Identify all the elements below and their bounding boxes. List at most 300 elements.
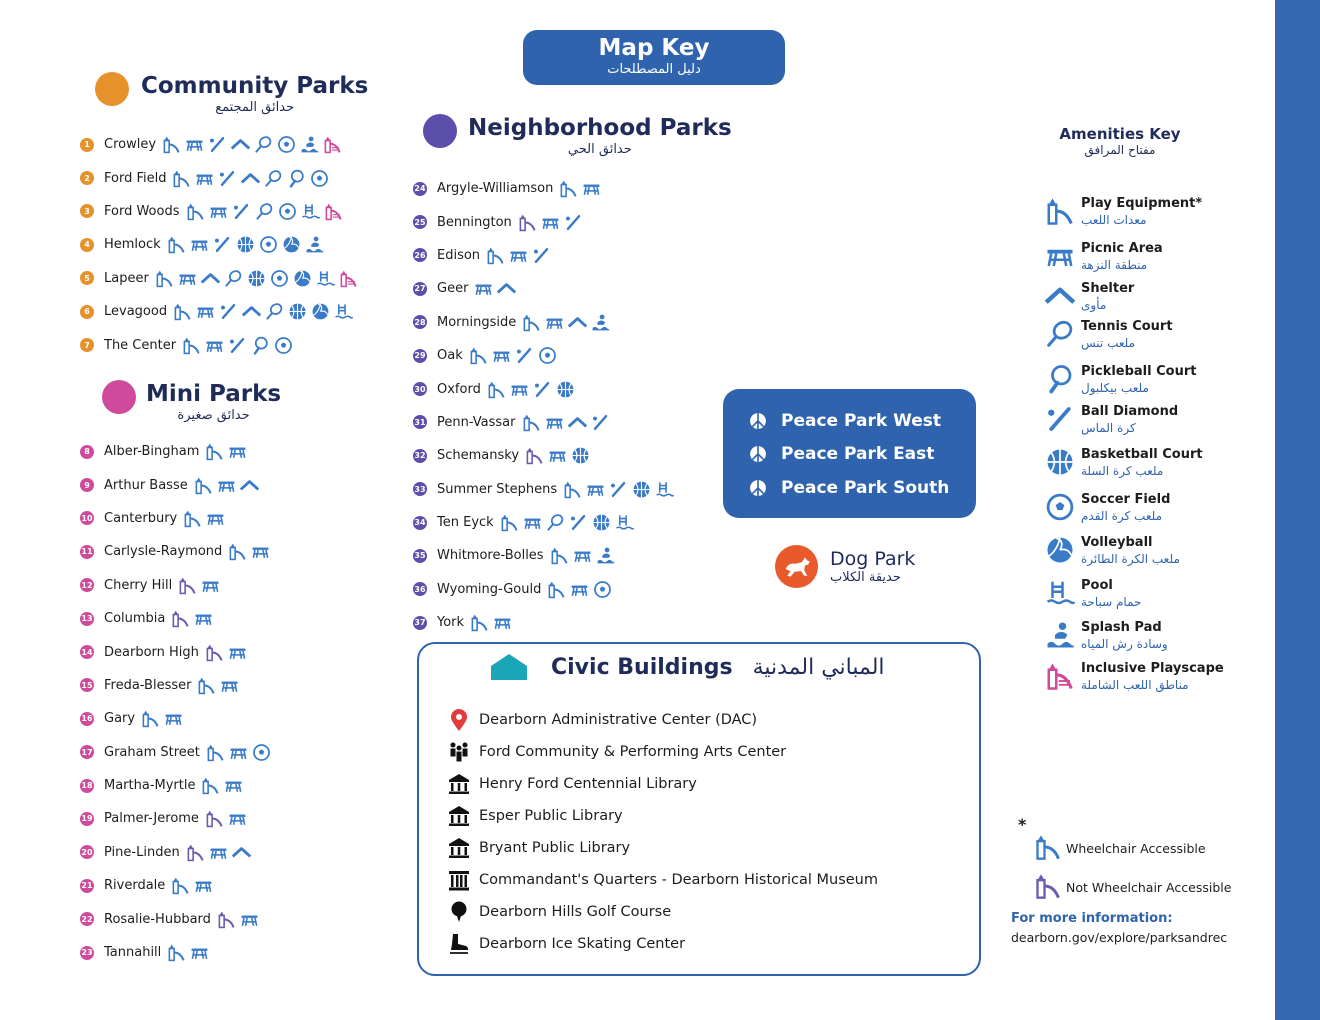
play-equipment-icon [469, 346, 488, 365]
play-equipment-icon [470, 613, 489, 632]
pickleball-court-icon [251, 336, 270, 355]
park-name: Columbia [104, 611, 166, 627]
splash-pad-icon [305, 235, 324, 254]
community-title-ar: حدائق المجتمع [215, 100, 295, 115]
park-amenity-icons [486, 246, 551, 265]
amenity-label-ar: ملعب كرة السلة [1081, 464, 1164, 478]
picnic-area-icon [541, 213, 560, 232]
park-row [80, 635, 271, 668]
soccer-field-icon [538, 346, 557, 365]
amenity-label-ar: مناطق اللعب الشاملة [1081, 678, 1189, 692]
community-arts-icon [447, 740, 479, 764]
park-name: Freda-Blesser [104, 677, 192, 693]
picnic-area-icon [582, 179, 601, 198]
ball-diamond-icon [208, 135, 227, 154]
basketball-court-icon [236, 235, 255, 254]
picnic-area-icon [220, 676, 239, 695]
play-equipment-icon [522, 413, 541, 432]
ball-diamond-icon [533, 380, 552, 399]
shelter-icon [232, 843, 251, 862]
play-equipment-icon [522, 313, 541, 332]
park-name: Ten Eyck [437, 515, 494, 531]
soccer-field-icon [274, 336, 293, 355]
park-name: Summer Stephens [437, 481, 558, 497]
picnic-area-icon [228, 643, 247, 662]
amenity-label: Tennis Court [1081, 319, 1173, 334]
picnic-area-icon [510, 380, 529, 399]
peace-park-row [723, 438, 976, 472]
accessibility-legend [1018, 815, 1232, 904]
amenity-label-ar: ملعب كرة القدم [1081, 509, 1163, 523]
ball-diamond-icon [219, 302, 238, 321]
amenity-label-ar: ملعب بيكلبول [1081, 381, 1149, 395]
civic-building-name: Esper Public Library [479, 808, 623, 824]
park-name: Whitmore-Bolles [437, 548, 544, 564]
park-name: Hemlock [104, 237, 161, 253]
amenity-label: Picnic Area [1081, 241, 1163, 256]
park-number-badge: 26 [413, 248, 427, 262]
amenity-key-item [1045, 620, 1168, 652]
amenity-key-item [1045, 447, 1203, 479]
park-row [413, 473, 674, 506]
community-park-list [80, 128, 358, 362]
dog-icon [775, 545, 818, 588]
more-info [1011, 911, 1227, 945]
park-number-badge: 25 [413, 215, 427, 229]
park-row [80, 669, 271, 702]
amenity-label-ar: كرة الماس [1081, 421, 1136, 435]
play-equipment-not-accessible-icon [518, 213, 537, 232]
amenity-label: Volleyball [1081, 535, 1153, 550]
park-amenity-icons [217, 910, 259, 929]
picnic-area-icon [251, 542, 270, 561]
park-amenity-icons [186, 202, 343, 221]
mini-park-list [80, 435, 271, 969]
play-equipment-icon [1045, 196, 1075, 226]
amenity-label: Splash Pad [1081, 620, 1162, 635]
park-number-badge: 13 [80, 612, 94, 626]
inclusive-playscape-icon [339, 269, 358, 288]
civic-building-row [447, 896, 878, 928]
park-row [413, 239, 674, 272]
peace-park-row [723, 404, 976, 438]
neighborhood-park-list [413, 172, 674, 639]
golf-icon [447, 900, 479, 924]
park-name: Oxford [437, 381, 481, 397]
wheelchair-accessible-icon [1034, 832, 1062, 865]
community-title: Community Parks [141, 73, 369, 99]
park-number-badge: 19 [80, 812, 94, 826]
park-name: Martha-Myrtle [104, 778, 196, 794]
peace-symbol-icon [749, 412, 781, 430]
picnic-area-icon [164, 709, 183, 728]
ball-diamond-icon [569, 513, 588, 532]
park-name: Gary [104, 711, 136, 727]
ball-diamond-icon [213, 235, 232, 254]
park-name: Rosalie-Hubbard [104, 911, 211, 927]
picnic-area-icon [523, 513, 542, 532]
neighborhood-dot [423, 114, 457, 148]
picnic-area-icon [228, 809, 247, 828]
basketball-court-icon [288, 302, 307, 321]
park-number-badge: 9 [80, 478, 94, 492]
park-name: Levagood [104, 304, 168, 320]
picnic-area-icon [209, 843, 228, 862]
picnic-area-icon [205, 336, 224, 355]
amenity-label: Pickleball Court [1081, 364, 1197, 379]
play-equipment-not-accessible-icon [171, 609, 190, 628]
amenity-label-ar: منطقة النزهة [1081, 258, 1148, 272]
soccer-field-icon [593, 580, 612, 599]
amenity-key-item [1045, 578, 1141, 610]
legend-asterisk: * [1018, 815, 1027, 834]
park-name: Arthur Basse [104, 477, 188, 493]
shelter-icon [1045, 281, 1075, 311]
play-equipment-not-accessible-icon [178, 576, 197, 595]
pool-icon [301, 202, 320, 221]
soccer-field-icon [277, 135, 296, 154]
park-amenity-icons [178, 576, 220, 595]
amenities-title: Amenities Key [1059, 125, 1181, 143]
park-number-badge: 22 [80, 912, 94, 926]
civic-house-icon [489, 652, 529, 682]
play-equipment-icon [205, 442, 224, 461]
pool-icon [316, 269, 335, 288]
play-equipment-icon [171, 876, 190, 895]
park-name: Penn-Vassar [437, 414, 516, 430]
wheelchair-accessible-label: Wheelchair Accessible [1066, 841, 1206, 856]
park-name: Cherry Hill [104, 577, 173, 593]
park-number-badge: 29 [413, 349, 427, 363]
park-number-badge: 11 [80, 545, 94, 559]
park-number-badge: 17 [80, 745, 94, 759]
amenity-label: Play Equipment* [1081, 196, 1203, 211]
peace-park-row [723, 471, 976, 505]
civic-buildings-box [417, 642, 981, 976]
amenity-label-ar: حمام سباحة [1081, 595, 1142, 609]
shelter-icon [231, 135, 250, 154]
park-name: Alber-Bingham [104, 444, 200, 460]
civic-building-row [447, 928, 878, 960]
amenity-label: Ball Diamond [1081, 404, 1179, 419]
park-amenity-icons [155, 269, 358, 288]
peace-park-name: Peace Park East [781, 444, 935, 465]
inclusive-playscape-icon [1045, 661, 1075, 691]
civic-building-row [447, 736, 878, 768]
play-equipment-icon [486, 246, 505, 265]
park-amenity-icons [518, 213, 583, 232]
more-info-label: For more information: [1011, 911, 1173, 926]
park-row [413, 205, 674, 238]
civic-building-name: Bryant Public Library [479, 840, 631, 856]
park-row [80, 802, 271, 835]
park-number-badge: 10 [80, 511, 94, 525]
park-number-badge: 21 [80, 879, 94, 893]
play-equipment-icon [182, 336, 201, 355]
park-row [80, 902, 271, 935]
not-accessible-label: Not Wheelchair Accessible [1066, 880, 1232, 895]
amenity-key-item [1045, 319, 1173, 351]
amenity-key-item [1045, 404, 1178, 436]
soccer-field-icon [310, 169, 329, 188]
pool-icon [1045, 578, 1075, 608]
picnic-area-icon [492, 346, 511, 365]
park-row [80, 736, 271, 769]
park-amenity-icons [186, 843, 251, 862]
park-row [80, 295, 358, 328]
park-name: Schemansky [437, 448, 520, 464]
peace-park-name: Peace Park South [781, 477, 950, 498]
park-amenity-icons [162, 135, 342, 154]
picnic-area-icon [224, 776, 243, 795]
park-name: Dearborn High [104, 644, 199, 660]
picnic-area-icon [206, 509, 225, 528]
park-amenity-icons [522, 313, 610, 332]
pool-icon [334, 302, 353, 321]
amenity-label-ar: ملعب تنس [1081, 336, 1136, 350]
picnic-area-icon [545, 313, 564, 332]
park-row [80, 535, 271, 568]
museum-icon [447, 868, 479, 892]
more-info-url[interactable]: dearborn.gov/explore/parksandrec [1011, 930, 1228, 945]
park-row [413, 172, 674, 205]
park-name: Oak [437, 348, 463, 364]
park-name: Bennington [437, 214, 512, 230]
civic-building-list [447, 704, 878, 960]
picnic-area-icon [209, 202, 228, 221]
park-number-badge: 5 [80, 271, 94, 285]
park-row [80, 869, 271, 902]
park-row [80, 836, 271, 869]
park-amenity-icons [474, 279, 516, 298]
park-row [80, 602, 271, 635]
amenity-label-ar: مأوى [1081, 298, 1107, 312]
library-icon [447, 772, 479, 796]
civic-building-name: Dearborn Hills Golf Course [479, 904, 672, 920]
play-equipment-icon [167, 943, 186, 962]
play-equipment-icon [155, 269, 174, 288]
shelter-icon [568, 313, 587, 332]
volleyball-icon [282, 235, 301, 254]
splash-pad-icon [1045, 620, 1075, 650]
civic-building-name: Dearborn Ice Skating Center [479, 936, 686, 952]
park-amenity-icons [470, 613, 512, 632]
park-number-badge: 27 [413, 282, 427, 296]
park-row [80, 195, 358, 228]
park-number-badge: 8 [80, 445, 94, 459]
library-icon [447, 836, 479, 860]
park-amenity-icons [141, 709, 183, 728]
mini-title: Mini Parks [146, 381, 282, 407]
volleyball-icon [311, 302, 330, 321]
park-amenity-icons [563, 480, 674, 499]
park-row [413, 539, 674, 572]
picnic-area-icon [1045, 241, 1075, 271]
park-name: Carlysle-Raymond [104, 544, 223, 560]
peace-parks-box [723, 389, 976, 518]
tennis-court-icon [265, 302, 284, 321]
park-row [413, 372, 674, 405]
ball-diamond-icon [609, 480, 628, 499]
park-amenity-icons [522, 413, 610, 432]
picnic-area-icon [190, 943, 209, 962]
park-row [80, 161, 358, 194]
park-number-badge: 18 [80, 779, 94, 793]
shelter-icon [201, 269, 220, 288]
park-number-badge: 1 [80, 138, 94, 152]
amenity-key-item [1045, 196, 1202, 228]
basketball-court-icon [1045, 447, 1075, 477]
park-name: Lapeer [104, 270, 149, 286]
volleyball-icon [293, 269, 312, 288]
park-amenity-icons [182, 336, 293, 355]
picnic-area-icon [194, 876, 213, 895]
civic-building-row [447, 832, 878, 864]
amenity-label: Pool [1081, 578, 1113, 593]
park-name: Riverdale [104, 878, 166, 894]
park-number-badge: 12 [80, 578, 94, 592]
picnic-area-icon [194, 609, 213, 628]
civic-building-name: Commandant's Quarters - Dearborn Historical Museum [479, 872, 878, 888]
splash-pad-icon [596, 546, 615, 565]
park-name: Argyle-Williamson [437, 181, 554, 197]
basketball-court-icon [571, 446, 590, 465]
park-name: Tannahill [104, 945, 162, 961]
map-key-title: Map Key [598, 35, 710, 61]
park-row [413, 306, 674, 339]
tennis-court-icon [255, 202, 274, 221]
ice-skate-icon [447, 932, 479, 956]
park-amenity-icons [171, 609, 213, 628]
picnic-area-icon [573, 546, 592, 565]
park-amenity-icons [194, 476, 259, 495]
picnic-area-icon [178, 269, 197, 288]
soccer-field-icon [270, 269, 289, 288]
play-equipment-icon [194, 476, 213, 495]
civic-title: Civic Buildings [551, 654, 733, 680]
neighborhood-title: Neighborhood Parks [468, 115, 732, 141]
park-number-badge: 20 [80, 845, 94, 859]
neighborhood-title-ar: حدائق الحي [567, 142, 632, 157]
play-equipment-icon [141, 709, 160, 728]
park-amenity-icons [500, 513, 634, 532]
amenity-label: Basketball Court [1081, 447, 1203, 462]
park-amenity-icons [173, 302, 353, 321]
amenities-header [1040, 125, 1200, 157]
park-amenity-icons [206, 743, 271, 762]
tennis-court-icon [254, 135, 273, 154]
park-name: Ford Field [104, 170, 167, 186]
map-key-subtitle: دليل المصطلحات [607, 62, 701, 77]
splash-pad-icon [591, 313, 610, 332]
amenity-label: Inclusive Playscape [1081, 661, 1224, 676]
park-amenity-icons [167, 943, 209, 962]
picnic-area-icon [229, 743, 248, 762]
volleyball-icon [1045, 535, 1075, 565]
ball-diamond-icon [228, 336, 247, 355]
park-row [413, 506, 674, 539]
park-number-badge: 7 [80, 338, 94, 352]
park-number-badge: 33 [413, 482, 427, 496]
park-amenity-icons [183, 509, 225, 528]
picnic-area-icon [509, 246, 528, 265]
play-equipment-not-accessible-icon [217, 910, 236, 929]
park-number-badge: 36 [413, 582, 427, 596]
play-equipment-icon [197, 676, 216, 695]
peace-park-name: Peace Park West [781, 410, 941, 431]
park-name: York [437, 615, 465, 631]
ball-diamond-icon [591, 413, 610, 432]
play-equipment-icon [559, 179, 578, 198]
picnic-area-icon [570, 580, 589, 599]
community-dot [95, 72, 129, 106]
civic-building-row [447, 864, 878, 896]
dog-park-title-ar: حديقة الكلاب [830, 569, 901, 585]
picnic-area-icon [493, 613, 512, 632]
amenity-key-item [1045, 661, 1224, 693]
park-row [413, 339, 674, 372]
play-equipment-icon [172, 169, 191, 188]
civic-building-row [447, 768, 878, 800]
soccer-field-icon [278, 202, 297, 221]
ball-diamond-icon [515, 346, 534, 365]
park-number-badge: 4 [80, 238, 94, 252]
map-key-header [523, 30, 785, 85]
dog-park [775, 545, 915, 588]
pickleball-court-icon [287, 169, 306, 188]
ball-diamond-icon [532, 246, 551, 265]
play-equipment-icon [550, 546, 569, 565]
mini-header [102, 380, 281, 424]
park-row [80, 769, 271, 802]
park-name: Canterbury [104, 510, 178, 526]
park-row [80, 435, 271, 468]
play-equipment-icon [487, 380, 506, 399]
amenity-key-item [1045, 535, 1180, 567]
park-row [80, 262, 358, 295]
park-name: Geer [437, 281, 469, 297]
park-number-badge: 15 [80, 678, 94, 692]
ball-diamond-icon [1045, 404, 1075, 434]
park-amenity-icons [171, 876, 213, 895]
basketball-court-icon [592, 513, 611, 532]
civic-building-name: Ford Community & Performing Arts Center [479, 744, 787, 760]
picnic-area-icon [196, 302, 215, 321]
park-name: Edison [437, 247, 481, 263]
park-number-badge: 14 [80, 645, 94, 659]
park-amenity-icons [469, 346, 557, 365]
splash-pad-icon [300, 135, 319, 154]
park-amenity-icons [228, 542, 270, 561]
park-number-badge: 31 [413, 415, 427, 429]
soccer-field-icon [259, 235, 278, 254]
shelter-icon [568, 413, 587, 432]
not-accessible-icon [1034, 871, 1062, 904]
tennis-court-icon [1045, 319, 1075, 349]
park-number-badge: 28 [413, 315, 427, 329]
park-amenity-icons [201, 776, 243, 795]
shelter-icon [242, 302, 261, 321]
tennis-court-icon [224, 269, 243, 288]
mini-dot [102, 380, 136, 414]
park-name: Crowley [104, 137, 157, 153]
tennis-court-icon [264, 169, 283, 188]
park-amenity-icons [205, 442, 247, 461]
amenity-label: Soccer Field [1081, 492, 1171, 507]
community-header [95, 72, 368, 116]
play-equipment-icon [228, 542, 247, 561]
park-number-badge: 30 [413, 382, 427, 396]
